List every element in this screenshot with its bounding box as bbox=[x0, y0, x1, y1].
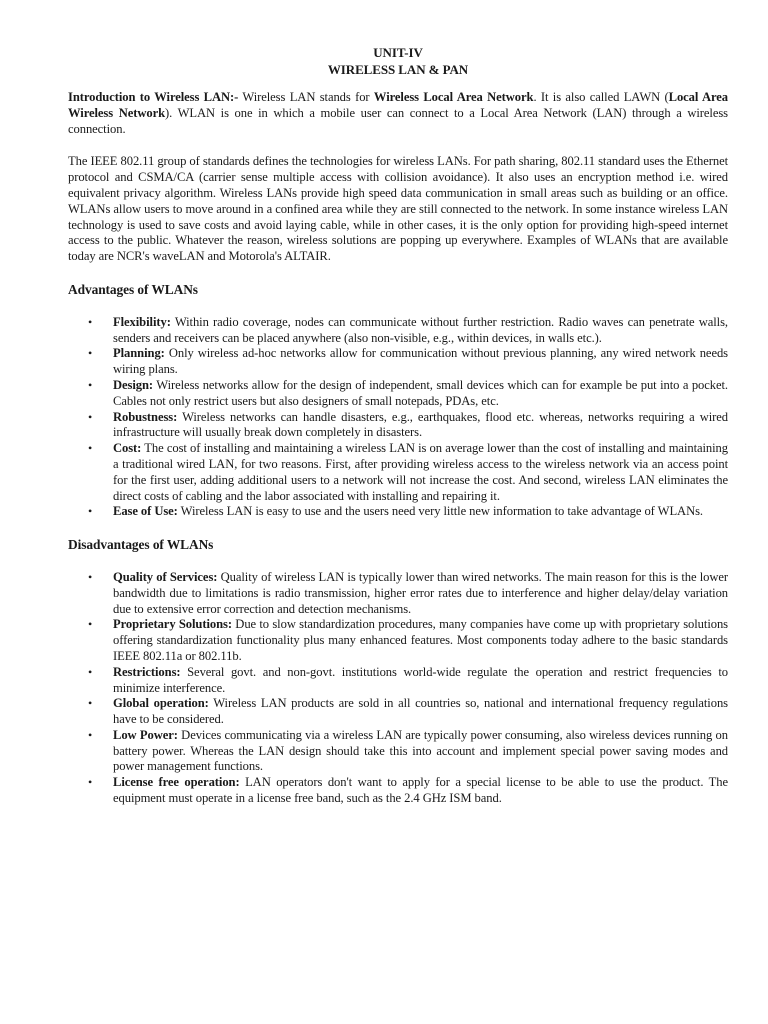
list-item: • Quality of Services: Quality of wireless LAN is typically lower than wired networks. The main reason for this is the lower bandwidth due to limitations is radio transmission, higher error rates due to interference and higher delay/delay variation due to extensive error correction and detection mechanisms. bbox=[88, 569, 729, 616]
bullet-icon: • bbox=[88, 314, 93, 329]
bullet-icon: • bbox=[88, 696, 93, 711]
bullet-icon: • bbox=[88, 727, 93, 742]
intro-paragraph: Introduction to Wireless LAN:- Wireless LAN stands for Wireless Local Area Network. It is also called LAWN (Local Area Wireless Network). WLAN is one in which a mobile user can connect to a Local Area Network (LAN) through a wireless connection. bbox=[68, 90, 729, 136]
bullet-icon: • bbox=[88, 346, 93, 361]
list-item: • License free operation: LAN operators don't want to apply for a special license to be able to use the product. The equipment must operate in a license free band, such as the 2.4 GHz ISM band. bbox=[88, 775, 728, 806]
disadvantages-heading: Disadvantages of WLANs bbox=[68, 537, 214, 553]
intro-label: Introduction to Wireless LAN:- bbox=[68, 90, 239, 104]
list-item: • Proprietary Solutions: Due to slow standardization procedures, many companies have come up with proprietary solutions offering standardization functionality plus many enhanced features. Most components today adhere to the basic standards IEEE 802.11a or 802.11b. bbox=[88, 617, 728, 663]
ieee-paragraph: The IEEE 802.11 group of standards defines the technologies for wireless LANs. For path sharing, 802.11 standard uses the Ethernet protocol and CSMA/CA (carrier sense multiple access with collision avoidance). It also uses an encryption method i.e. wired equivalent privacy algorithm. Wireless LANs provide high speed data communication in small areas such as building or an office. WLANs allow users to move around in a confined area while they are still connected to the network. In some instance wireless LAN technology is used to save costs and avoid laying cable, while in other cases, it is the only option for providing high-speed internet access to the public. Whatever the reason, wireless solutions are popping up everywhere. Examples of WLANs that are available today are NCR's waveLAN and Motorola's ALTAIR. bbox=[68, 154, 728, 264]
list-item: • Robustness: Wireless networks can handle disasters, e.g., earthquakes, flood etc. whereas, networks requiring a wired infrastructure will usually break down completely in disasters. bbox=[88, 409, 728, 440]
bullet-icon: • bbox=[88, 409, 93, 424]
bullet-icon: • bbox=[88, 441, 93, 456]
disadvantages-list bbox=[68, 570, 728, 807]
list-item: • Ease of Use: Wireless LAN is easy to use and the users need very little new information to take advantage of WLANs. bbox=[88, 504, 703, 519]
list-item: • Flexibility: Within radio coverage, nodes can communicate without further restriction. Radio waves can penetrate walls, senders and receivers can be placed anywhere (also non-visible, e.g., within devices, in walls etc.). bbox=[88, 314, 728, 345]
bullet-icon: • bbox=[88, 617, 93, 632]
list-item: • Planning: Only wireless ad-hoc networks allow for communication without previous planning, any wired network needs wiring plans. bbox=[88, 346, 728, 377]
list-item: • Restrictions: Several govt. and non-govt. institutions world-wide regulate the operation and restrict frequencies to minimize interference. bbox=[88, 664, 728, 695]
advantages-list bbox=[68, 315, 728, 520]
bullet-icon: • bbox=[88, 504, 93, 519]
unit-title: UNIT-IV bbox=[373, 45, 423, 60]
bullet-icon: • bbox=[88, 569, 93, 584]
advantages-heading: Advantages of WLANs bbox=[68, 281, 198, 297]
document-subtitle: WIRELESS LAN & PAN bbox=[327, 62, 469, 77]
list-item: • Low Power: Devices communicating via a wireless LAN are typically power consuming, also wireless devices running on battery power. Whereas the LAN design should take this into account and implement special power saving modes and power management functions. bbox=[88, 727, 728, 774]
list-item: • Cost: The cost of installing and maintaining a wireless LAN is on average lower than the cost of installing and maintaining a traditional wired LAN, for two reasons. First, after providing wireless access to the wireless network via an access point for the first user, adding additional users to a network will not increase the cost. And second, wireless LAN eliminates the direct costs of cabling and the labor associated with installing and repairing it. bbox=[88, 441, 728, 503]
bullet-icon: • bbox=[88, 664, 93, 679]
list-item: • Global operation: Wireless LAN products are sold in all countries so, national and international frequency regulations have to be considered. bbox=[88, 696, 728, 727]
list-item: • Design: Wireless networks allow for the design of independent, small devices which can for example be put into a pocket. Cables not only restrict users but also designers of small notepads, PDAs, etc. bbox=[88, 377, 728, 408]
bullet-icon: • bbox=[88, 775, 93, 790]
bullet-icon: • bbox=[88, 377, 93, 392]
